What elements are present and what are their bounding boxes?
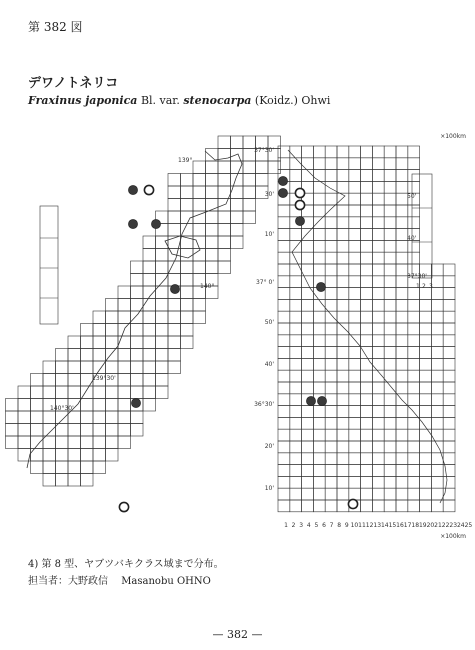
lon-label-mid: 140° [200, 283, 215, 290]
x-tick-label: 17 [403, 522, 412, 529]
x-tick-label: 7 [329, 522, 334, 529]
x-tick-label: 23 [449, 522, 458, 529]
x-tick-label: 22 [441, 522, 450, 529]
x-tick-label: 11 [358, 522, 366, 529]
open-marker [295, 200, 304, 209]
x-tick-label: 10 [350, 522, 359, 529]
inset-label: 3 [429, 283, 433, 290]
x-tick-label: 21 [434, 522, 442, 529]
present-marker [306, 396, 315, 405]
inset-label: 50' [407, 193, 417, 200]
genus-species: Fraxinus japonica [28, 94, 138, 107]
y-tick-label: 37°30' [254, 147, 274, 154]
present-marker [128, 185, 137, 194]
x-tick-label: 24 [456, 522, 465, 529]
coast-profile [288, 150, 447, 503]
y-tick-label: 10' [264, 485, 274, 492]
x-tick-label: 12 [365, 522, 374, 529]
x-tick-label: 15 [388, 522, 397, 529]
y-tick-label: 50' [264, 319, 274, 326]
occurrence-markers [119, 176, 357, 511]
inset-label: 37°30' [407, 273, 427, 280]
x-tick-label: 2 [291, 522, 296, 529]
distribution-note: 4) 第 8 型、ヤブツバキクラス域まで分布。 [28, 559, 224, 570]
present-marker [278, 188, 287, 197]
lon-label-low1: 139°30' [92, 375, 116, 382]
lon-label-top: 139° [178, 157, 193, 164]
y-tick-label: 30' [264, 191, 274, 198]
left-inset [40, 206, 58, 324]
left-map-grid [6, 136, 281, 486]
present-marker [170, 284, 179, 293]
present-marker [317, 396, 326, 405]
lake-outline [165, 236, 200, 258]
present-marker [316, 282, 325, 291]
open-marker [295, 188, 304, 197]
x-tick-label: 6 [322, 522, 326, 529]
x-tick-label: 18 [411, 522, 420, 529]
x-tick-label: 19 [418, 522, 427, 529]
authority-1: Bl. var. [140, 94, 180, 107]
x-unit-bottom: ×100km [440, 533, 466, 540]
present-marker [278, 176, 287, 185]
x-tick-label: 25 [464, 522, 473, 529]
open-marker [119, 502, 128, 511]
species-japanese-name: デワノトネリコ [28, 76, 119, 91]
right-inset [412, 174, 432, 278]
inset-label: 40' [407, 235, 417, 242]
y-tick-label: 37° 0' [255, 279, 274, 286]
present-marker [128, 219, 137, 228]
author-romaji: Masanobu OHNO [121, 576, 211, 587]
page-number: — 382 — [212, 628, 263, 641]
open-marker [144, 185, 153, 194]
inset-label: 1 [416, 283, 420, 290]
variety-name: stenocarpa [183, 94, 252, 107]
x-unit-top: ×100km [440, 133, 466, 140]
x-tick-label: 8 [337, 522, 342, 529]
x-tick-label: 1 [284, 522, 288, 529]
authority-2: (Koidz.) Ohwi [254, 94, 331, 107]
inset-label: 2 [422, 283, 426, 290]
author-line [28, 572, 221, 587]
distribution-map [0, 118, 475, 548]
y-tick-label: 36°30' [254, 401, 274, 408]
x-tick-label: 20 [426, 522, 435, 529]
x-tick-label: 13 [373, 522, 382, 529]
x-tick-label: 5 [314, 522, 319, 529]
scientific-name [28, 94, 330, 107]
x-tick-label: 14 [380, 522, 389, 529]
y-tick-label: 10' [264, 231, 274, 238]
x-tick-label: 4 [306, 522, 311, 529]
y-tick-label: 40' [264, 361, 274, 368]
lon-label-low2: 140°30' [50, 405, 74, 412]
author-label: 担当者：大野政信 [28, 576, 108, 587]
present-marker [131, 398, 140, 407]
figure-number: 第 382 図 [28, 20, 83, 34]
present-marker [295, 216, 304, 225]
x-tick-label: 3 [299, 522, 304, 529]
present-marker [151, 219, 160, 228]
y-tick-label: 20' [264, 443, 274, 450]
x-tick-label: 9 [344, 522, 349, 529]
x-tick-label: 16 [396, 522, 404, 529]
open-marker [348, 499, 357, 508]
right-map-grid [278, 146, 455, 512]
